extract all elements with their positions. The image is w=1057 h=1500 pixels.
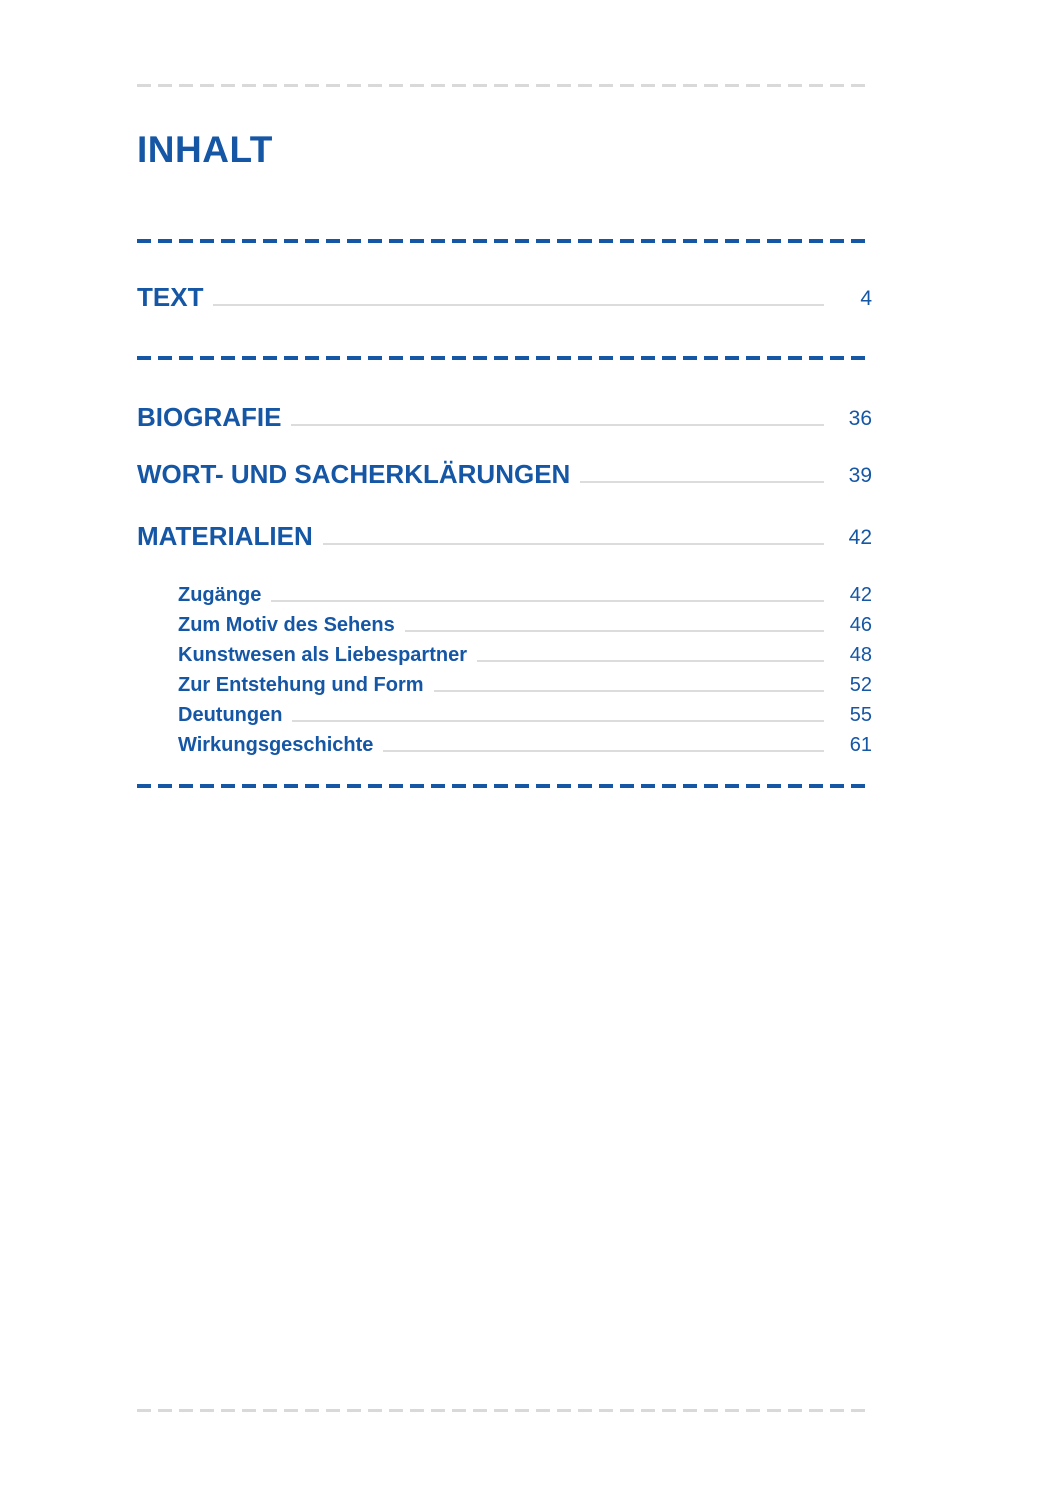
leader-line xyxy=(477,660,824,662)
toc-entry-label: Wirkungsgeschichte xyxy=(178,734,374,756)
toc-entry-page-number: 39 xyxy=(848,464,872,487)
top-divider xyxy=(137,84,872,87)
toc-entry-materialien xyxy=(137,523,872,549)
leader-line xyxy=(383,750,824,752)
toc-subentry-zur-entstehung-und-form xyxy=(178,675,872,695)
toc-entry-label: MATERIALIEN xyxy=(137,521,313,551)
toc-entry-page-number: 46 xyxy=(849,614,872,636)
leader-line xyxy=(405,630,824,632)
toc-subentry-zugaenge xyxy=(178,585,872,605)
leader-line xyxy=(292,720,824,722)
toc-entry-text xyxy=(137,284,872,310)
toc-subentry-kunstwesen-als-liebespartner xyxy=(178,645,872,665)
toc-subsection-list xyxy=(137,585,872,755)
leader-line xyxy=(434,690,824,692)
toc-entry-label: TEXT xyxy=(137,282,204,312)
toc-entry-page-number: 36 xyxy=(848,407,872,430)
page-title: INHALT xyxy=(137,129,273,170)
toc-entry-label: Deutungen xyxy=(178,704,283,726)
leader-line xyxy=(271,600,824,602)
toc-entry-label: Zugänge xyxy=(178,584,262,606)
section-divider xyxy=(137,784,872,788)
section-divider xyxy=(137,239,872,243)
leader-line xyxy=(291,424,824,426)
toc-subentry-wirkungsgeschichte xyxy=(178,735,872,755)
leader-line xyxy=(213,304,824,306)
toc-entry-label: Kunstwesen als Liebespartner xyxy=(178,644,467,666)
bottom-divider xyxy=(137,1409,872,1412)
toc-entry-label: BIOGRAFIE xyxy=(137,402,282,432)
toc-entry-label: Zur Entstehung und Form xyxy=(178,674,424,696)
toc-subentry-zum-motiv-des-sehens xyxy=(178,615,872,635)
toc-entry-page-number: 4 xyxy=(860,287,872,310)
toc-entry-label: WORT- UND SACHERKLÄRUNGEN xyxy=(137,459,571,489)
toc-entry-page-number: 42 xyxy=(849,584,872,606)
toc-entry-biografie xyxy=(137,404,872,430)
toc-entry-page-number: 52 xyxy=(849,674,872,696)
toc-subentry-deutungen xyxy=(178,705,872,725)
toc-entry-label: Zum Motiv des Sehens xyxy=(178,614,395,636)
toc-entry-page-number: 42 xyxy=(848,526,872,549)
leader-line xyxy=(323,543,824,545)
leader-line xyxy=(580,481,824,483)
toc-entry-page-number: 61 xyxy=(849,734,872,756)
toc-entry-page-number: 48 xyxy=(849,644,872,666)
toc-entry-page-number: 55 xyxy=(849,704,872,726)
toc-entry-wort-und-sacherklaerungen xyxy=(137,461,872,487)
section-divider xyxy=(137,356,872,360)
